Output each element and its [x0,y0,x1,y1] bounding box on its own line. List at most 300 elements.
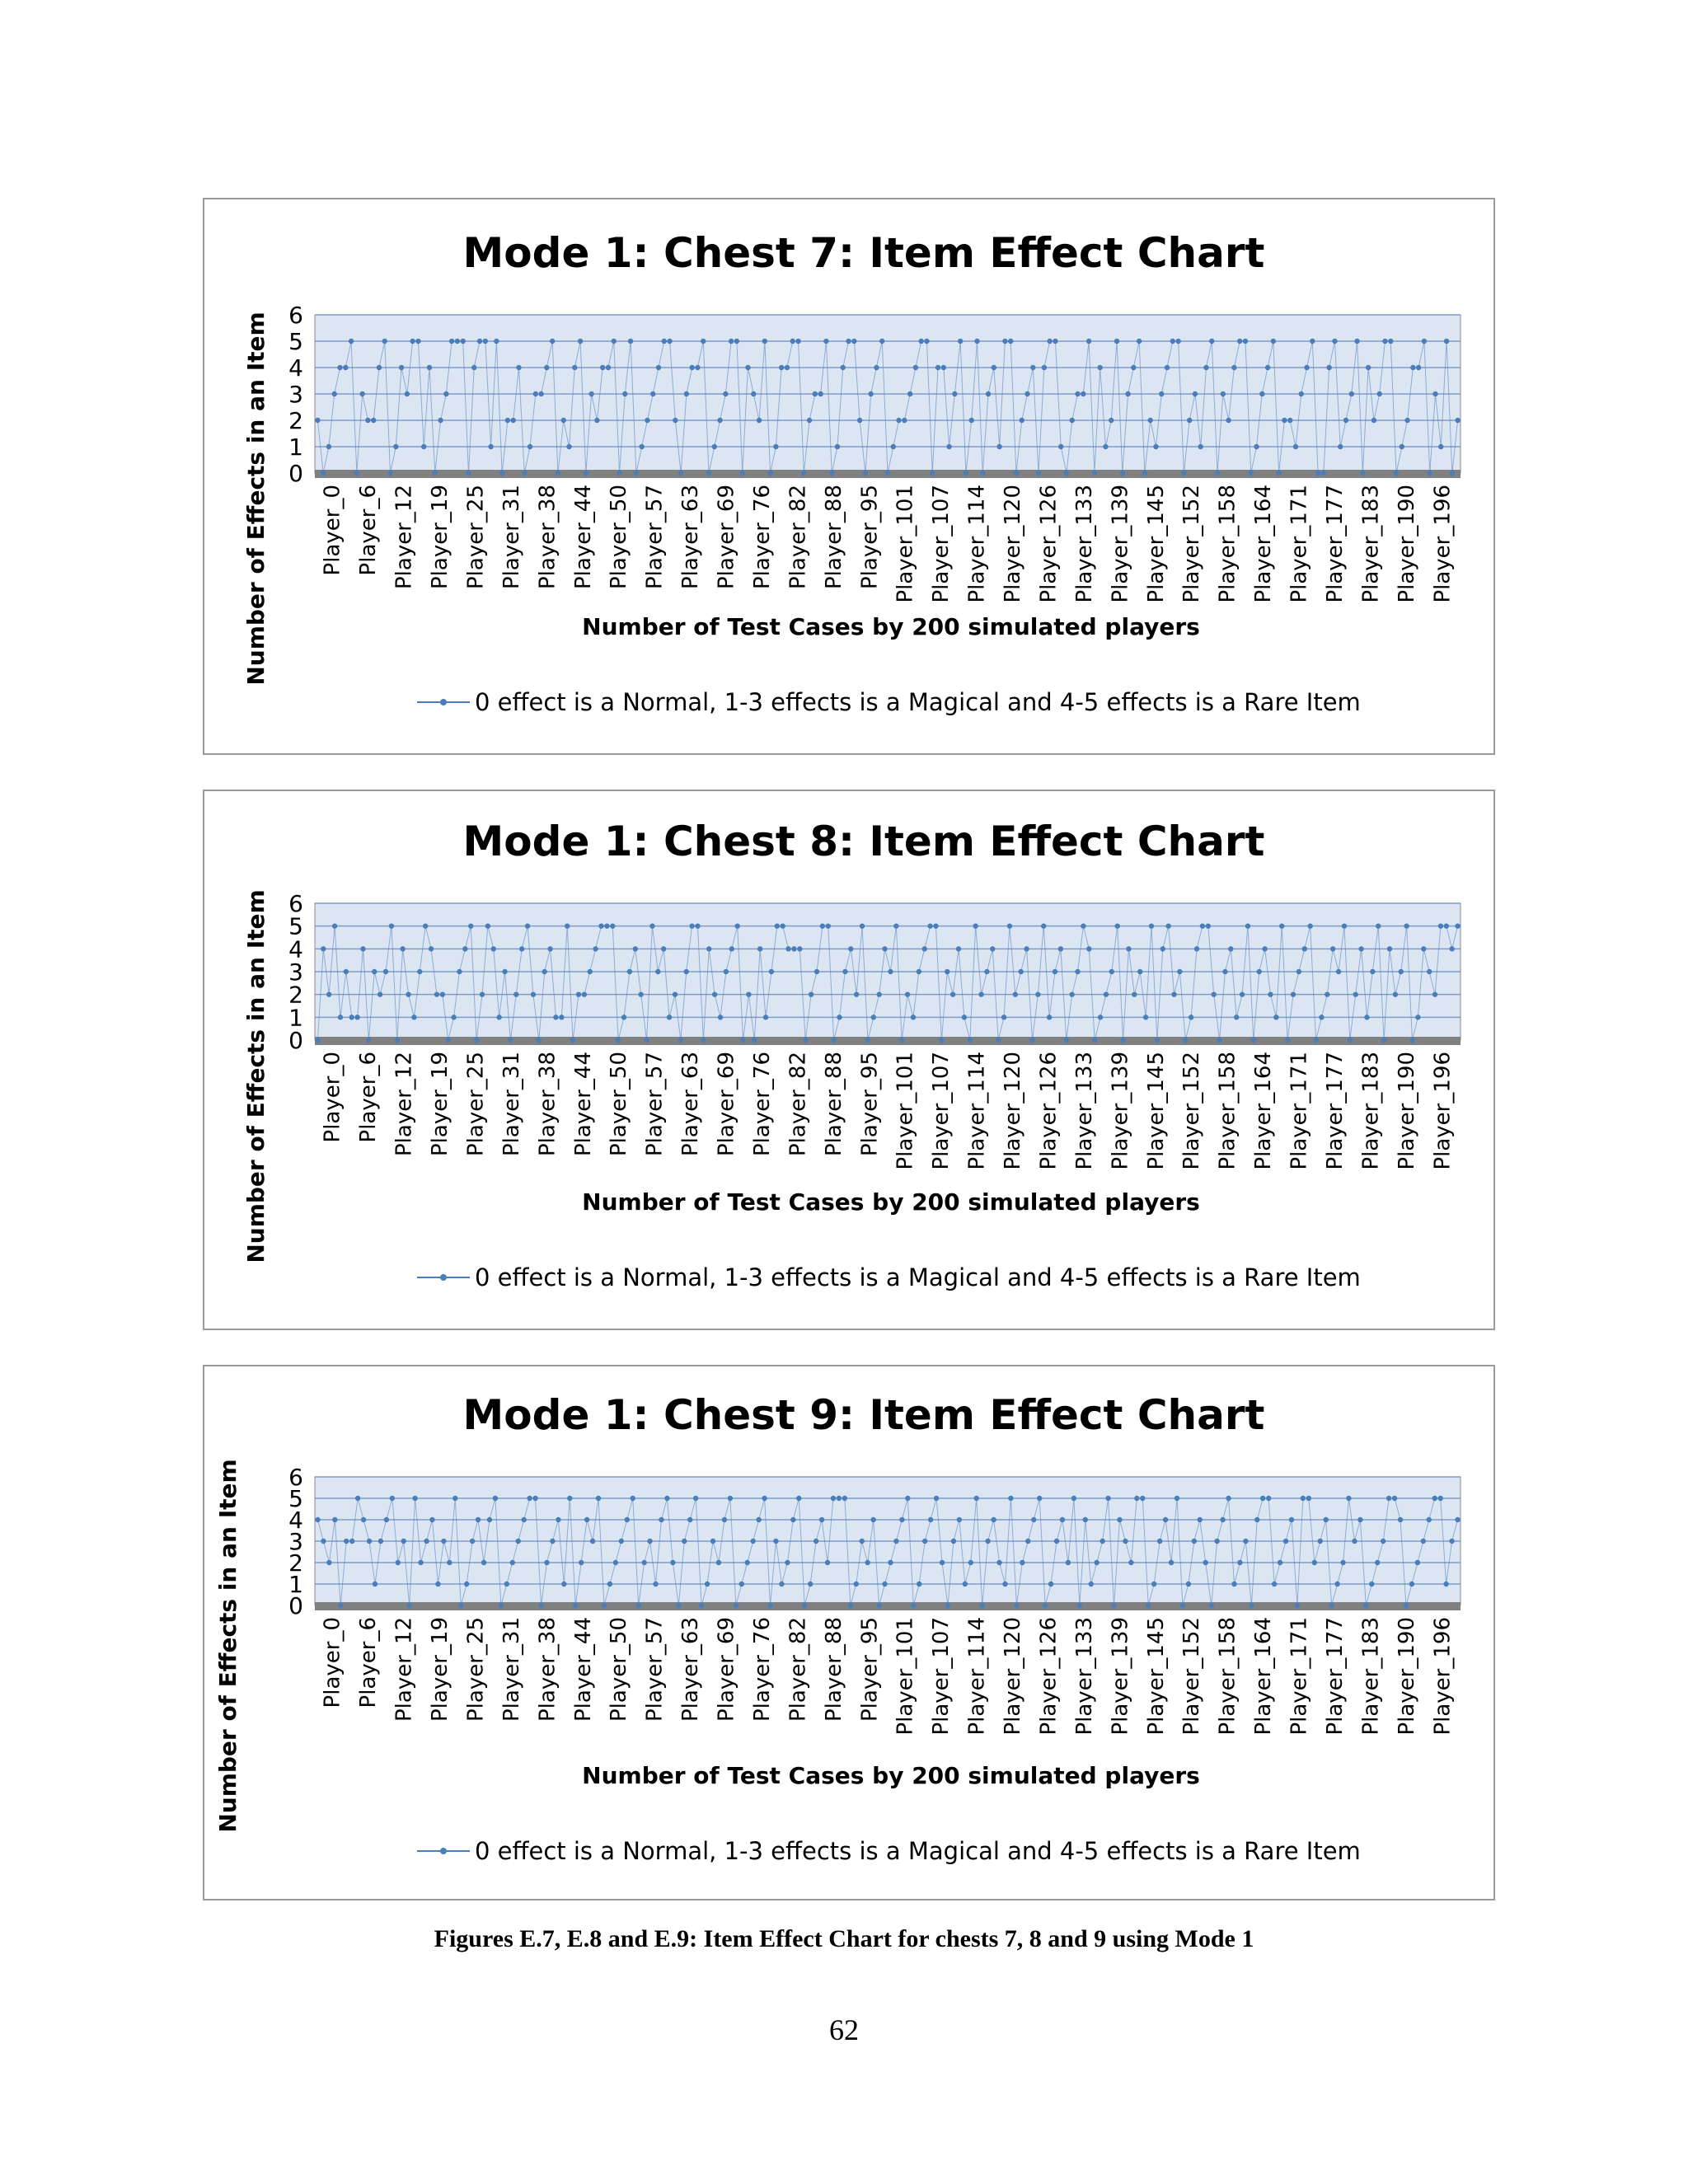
data-point [1318,1539,1323,1544]
data-point [1404,418,1409,423]
y-tick-label: 5 [288,912,303,940]
data-point [699,1603,704,1608]
data-point [1186,1582,1191,1586]
data-point [650,391,655,396]
x-tick-label: Player_171 [1287,1617,1312,1736]
data-point [963,1582,968,1586]
data-point [992,365,996,370]
x-tick-label: Player_133 [1071,485,1097,603]
data-point [752,1038,757,1043]
data-point [1170,339,1175,344]
data-point [740,471,745,476]
data-point [1392,1496,1397,1501]
data-point [1036,471,1041,476]
data-point [879,339,884,344]
data-point [1237,1560,1242,1565]
data-point [911,1603,916,1608]
data-point [315,1517,320,1522]
data-point [553,1015,558,1019]
data-point [400,946,405,951]
y-tick-label: 0 [288,1027,303,1054]
y-tick-label: 3 [288,381,303,408]
data-point [722,1517,727,1522]
data-point [1338,444,1343,449]
data-point [1215,471,1220,476]
data-point [417,969,422,974]
data-point [865,1038,870,1043]
data-point [653,1582,658,1586]
data-point [332,923,337,928]
legend-marker [440,1274,447,1281]
data-point [423,923,428,928]
x-tick-label: Player_25 [463,485,489,589]
x-tick-label: Player_101 [893,1052,918,1170]
data-point [911,1015,916,1019]
data-point [338,1015,343,1019]
data-point [1370,969,1375,974]
data-point [584,471,588,476]
data-point [1214,1539,1219,1544]
data-point [631,1496,635,1501]
data-point [619,1539,624,1544]
data-point [1421,946,1426,951]
x-tick-label: Player_120 [1001,485,1026,603]
data-point [354,1015,359,1019]
data-point [1025,391,1029,396]
data-point [1105,1496,1110,1501]
x-tick-label: Player_183 [1358,1617,1384,1736]
data-point [1069,991,1074,996]
data-point [763,1015,768,1019]
data-point [882,1582,887,1586]
data-point [1165,923,1170,928]
data-point [1228,946,1233,951]
data-point [634,471,639,476]
data-point [807,418,812,423]
data-point [1117,1517,1122,1522]
data-point [556,1517,560,1522]
data-point [1120,1038,1125,1043]
y-tick-label: 4 [288,354,303,382]
data-point [393,444,398,449]
data-point [1444,339,1449,344]
data-point [757,946,762,951]
data-point [378,1539,383,1544]
data-point [1109,418,1114,423]
data-point [712,444,717,449]
data-point [1001,1015,1006,1019]
data-point [813,391,818,396]
data-point [1043,1603,1048,1608]
data-point [349,1015,354,1019]
data-point [332,1517,337,1522]
data-point [712,991,717,996]
legend-marker [440,1848,447,1854]
data-point [542,969,546,974]
x-tick-label: Player_126 [1036,1052,1062,1170]
data-point [1376,391,1381,396]
data-point [724,969,729,974]
data-point [957,1517,962,1522]
x-tick-label: Player_76 [749,485,775,589]
y-tick-label: 5 [288,1485,303,1512]
data-point [1260,1496,1265,1501]
data-point [1064,1038,1069,1043]
data-point [1054,1539,1059,1544]
data-point [315,418,320,423]
data-point [659,1517,663,1522]
data-point [710,1539,715,1544]
x-tick-label: Player_177 [1322,1617,1348,1736]
data-point [528,444,532,449]
data-point [377,365,382,370]
x-tick-label: Player_25 [463,1052,489,1156]
x-tick-label: Player_88 [821,1617,846,1722]
data-point [1422,339,1427,344]
data-point [667,339,672,344]
data-point [673,991,678,996]
chart-chest-9 [203,1365,1495,1900]
x-tick-label: Player_12 [392,1052,417,1156]
data-point [547,946,552,951]
data-point [796,1496,801,1501]
data-point [1428,471,1432,476]
data-point [622,391,627,396]
data-point [964,471,968,476]
data-point [399,365,404,370]
data-point [481,1560,486,1565]
data-point [458,1603,463,1608]
x-tick-label: Player_63 [678,1617,704,1722]
data-point [661,946,666,951]
x-tick-label: Player_126 [1036,1617,1062,1736]
data-point [854,991,859,996]
data-point [1387,946,1392,951]
data-point [593,946,598,951]
data-point [968,1560,973,1565]
data-point [808,1582,813,1586]
data-point [927,923,932,928]
data-point [851,339,856,344]
data-point [1071,1496,1076,1501]
data-point [1060,1517,1065,1522]
data-point [510,1560,515,1565]
data-point [582,991,587,996]
data-point [1143,1015,1148,1019]
x-axis-title: Number of Test Cases by 200 simulated players [582,613,1200,640]
data-point [457,969,462,974]
data-point [1382,339,1387,344]
x-tick-label: Player_6 [356,485,382,576]
chart-title: Mode 1: Chest 9: Item Effect Chart [462,1391,1265,1439]
data-point [729,339,734,344]
data-point [1180,1603,1185,1608]
data-point [1209,339,1214,344]
data-point [922,946,927,951]
data-point [383,969,388,974]
x-axis-title: Number of Test Cases by 200 simulated players [582,1188,1200,1216]
data-point [590,1539,595,1544]
data-point [1376,923,1381,928]
data-point [493,1496,498,1501]
data-point [1364,1015,1369,1019]
data-point [1100,1539,1104,1544]
data-point [635,1603,640,1608]
data-point [1259,391,1264,396]
data-point [460,339,465,344]
data-point [913,365,918,370]
x-tick-label: Player_57 [642,1052,668,1156]
data-point [1231,1582,1236,1586]
data-point [1432,1496,1437,1501]
data-point [491,946,496,951]
data-point [1336,969,1341,974]
data-point [684,391,689,396]
data-point [1211,991,1216,996]
data-point [1171,991,1176,996]
data-point [1262,946,1267,951]
data-point [1053,969,1057,974]
data-point [384,1517,389,1522]
data-point [412,1496,417,1501]
data-point [780,923,785,928]
x-tick-label: Player_164 [1251,485,1277,603]
data-point [1352,1539,1357,1544]
x-tick-label: Player_183 [1358,1052,1384,1170]
data-point [899,1517,904,1522]
data-point [349,1539,354,1544]
data-point [933,923,938,928]
data-point [1299,391,1304,396]
chart-chest-7 [203,198,1495,755]
data-point [985,1539,990,1544]
data-point [1086,339,1091,344]
data-point [1313,1038,1318,1043]
data-point [734,1603,738,1608]
data-point [616,1038,621,1043]
data-point [617,471,621,476]
x-tick-label: Player_76 [749,1052,775,1156]
data-point [888,1560,893,1565]
data-point [377,991,382,996]
x-tick-label: Player_164 [1251,1617,1277,1736]
data-point [1086,946,1091,951]
x-tick-label: Player_95 [857,1052,883,1156]
data-point [516,365,521,370]
data-point [1282,418,1287,423]
data-point [980,471,985,476]
x-axis-title: Number of Test Cases by 200 simulated players [582,1762,1200,1789]
data-point [532,1496,537,1501]
data-point [835,444,840,449]
data-point [1450,471,1455,476]
data-point [769,969,774,974]
data-point [1249,1603,1254,1608]
x-tick-label: Player_190 [1394,1617,1419,1736]
data-point [1094,1560,1099,1565]
data-point [682,1539,687,1544]
data-point [1443,1582,1448,1586]
y-tick-label: 2 [288,407,303,434]
y-tick-label: 0 [288,460,303,487]
data-point [930,471,935,476]
data-point [779,1582,784,1586]
data-point [756,1517,761,1522]
data-point [429,1517,434,1522]
data-point [891,444,896,449]
data-point [1077,1603,1082,1608]
x-tick-label: Player_133 [1071,1052,1097,1170]
data-point [550,1539,555,1544]
data-point [1296,969,1301,974]
data-point [613,1560,618,1565]
data-point [874,365,879,370]
data-point [1410,365,1415,370]
data-point [664,1496,669,1501]
data-point [607,1582,612,1586]
data-point [639,444,644,449]
data-point [602,1603,607,1608]
data-point [1360,471,1365,476]
data-point [464,1582,469,1586]
data-point [757,418,762,423]
data-point [476,1517,481,1522]
data-point [1400,444,1404,449]
data-point [483,339,488,344]
chart-chest-8 [203,790,1495,1330]
data-point [1013,991,1018,996]
x-tick-label: Player_6 [356,1617,382,1708]
data-point [480,991,485,996]
data-point [1381,1038,1386,1043]
x-tick-label: Player_82 [785,1052,811,1156]
x-axis-line [315,1602,1461,1610]
data-point [1342,923,1347,928]
data-point [882,946,887,951]
data-point [1340,1560,1345,1565]
y-tick-label: 1 [288,1004,303,1032]
data-point [390,1496,395,1501]
data-point [647,1539,652,1544]
data-point [790,1517,795,1522]
x-tick-label: Player_12 [392,485,417,589]
data-point [355,1496,360,1501]
data-point [527,1496,532,1501]
data-point [594,418,599,423]
data-point [447,1560,452,1565]
x-tick-label: Player_145 [1143,1052,1169,1170]
x-tick-label: Player_38 [535,1052,560,1156]
data-point [343,365,348,370]
data-point [734,923,739,928]
data-point [1114,339,1119,344]
data-point [612,339,617,344]
data-point [701,339,706,344]
data-point [1234,1015,1239,1019]
data-point [941,365,946,370]
x-tick-label: Player_171 [1287,485,1312,603]
data-point [1334,1582,1339,1586]
data-point [504,1582,509,1586]
data-point [1329,1603,1334,1608]
data-point [544,1560,549,1565]
data-point [1372,418,1376,423]
data-point [1231,365,1236,370]
data-point [885,471,890,476]
x-tick-label: Player_158 [1215,1617,1240,1736]
data-point [876,1603,881,1608]
data-point [1183,1038,1188,1043]
data-point [863,471,868,476]
data-point [946,444,951,449]
data-point [870,1517,875,1522]
data-point [819,1517,824,1522]
data-point [823,339,828,344]
data-point [945,1603,950,1608]
legend-label: 0 effect is a Normal, 1-3 effects is a Magical and 4-5 effects is a Rare Item [475,1837,1361,1865]
data-point [1455,418,1460,423]
data-point [1140,1496,1145,1501]
data-point [1399,969,1404,974]
chart-title: Mode 1: Chest 7: Item Effect Chart [462,229,1265,277]
data-point [1279,923,1284,928]
data-point [695,923,700,928]
data-point [344,969,349,974]
data-point [717,418,722,423]
data-point [1301,1496,1306,1501]
x-tick-label: Player_120 [1001,1052,1026,1170]
data-point [1306,1496,1311,1501]
data-point [860,1539,865,1544]
data-point [846,339,851,344]
data-point [935,365,940,370]
data-point [550,339,555,344]
data-point [326,991,331,996]
data-point [1321,471,1326,476]
data-point [865,1560,870,1565]
data-point [410,339,415,344]
data-point [928,1517,933,1522]
data-point [1449,946,1454,951]
data-point [1163,1517,1168,1522]
data-point [1160,946,1165,951]
data-point [918,339,923,344]
data-point [1203,1560,1208,1565]
data-point [576,991,581,996]
data-point [441,1539,446,1544]
data-point [516,1539,521,1544]
data-point [1008,339,1013,344]
data-point [718,1015,723,1019]
data-point [1120,471,1125,476]
data-point [561,1582,566,1586]
data-point [950,991,955,996]
data-point [598,923,603,928]
data-point [519,946,524,951]
data-point [1330,946,1335,951]
data-point [573,1603,578,1608]
data-point [644,1038,649,1043]
data-point [831,1038,836,1043]
data-point [693,1496,698,1501]
data-point [728,1496,733,1501]
data-point [332,391,337,396]
y-tick-label: 6 [288,890,303,917]
data-point [1295,1603,1300,1608]
data-point [868,391,873,396]
data-point [689,365,694,370]
data-point [559,1015,564,1019]
